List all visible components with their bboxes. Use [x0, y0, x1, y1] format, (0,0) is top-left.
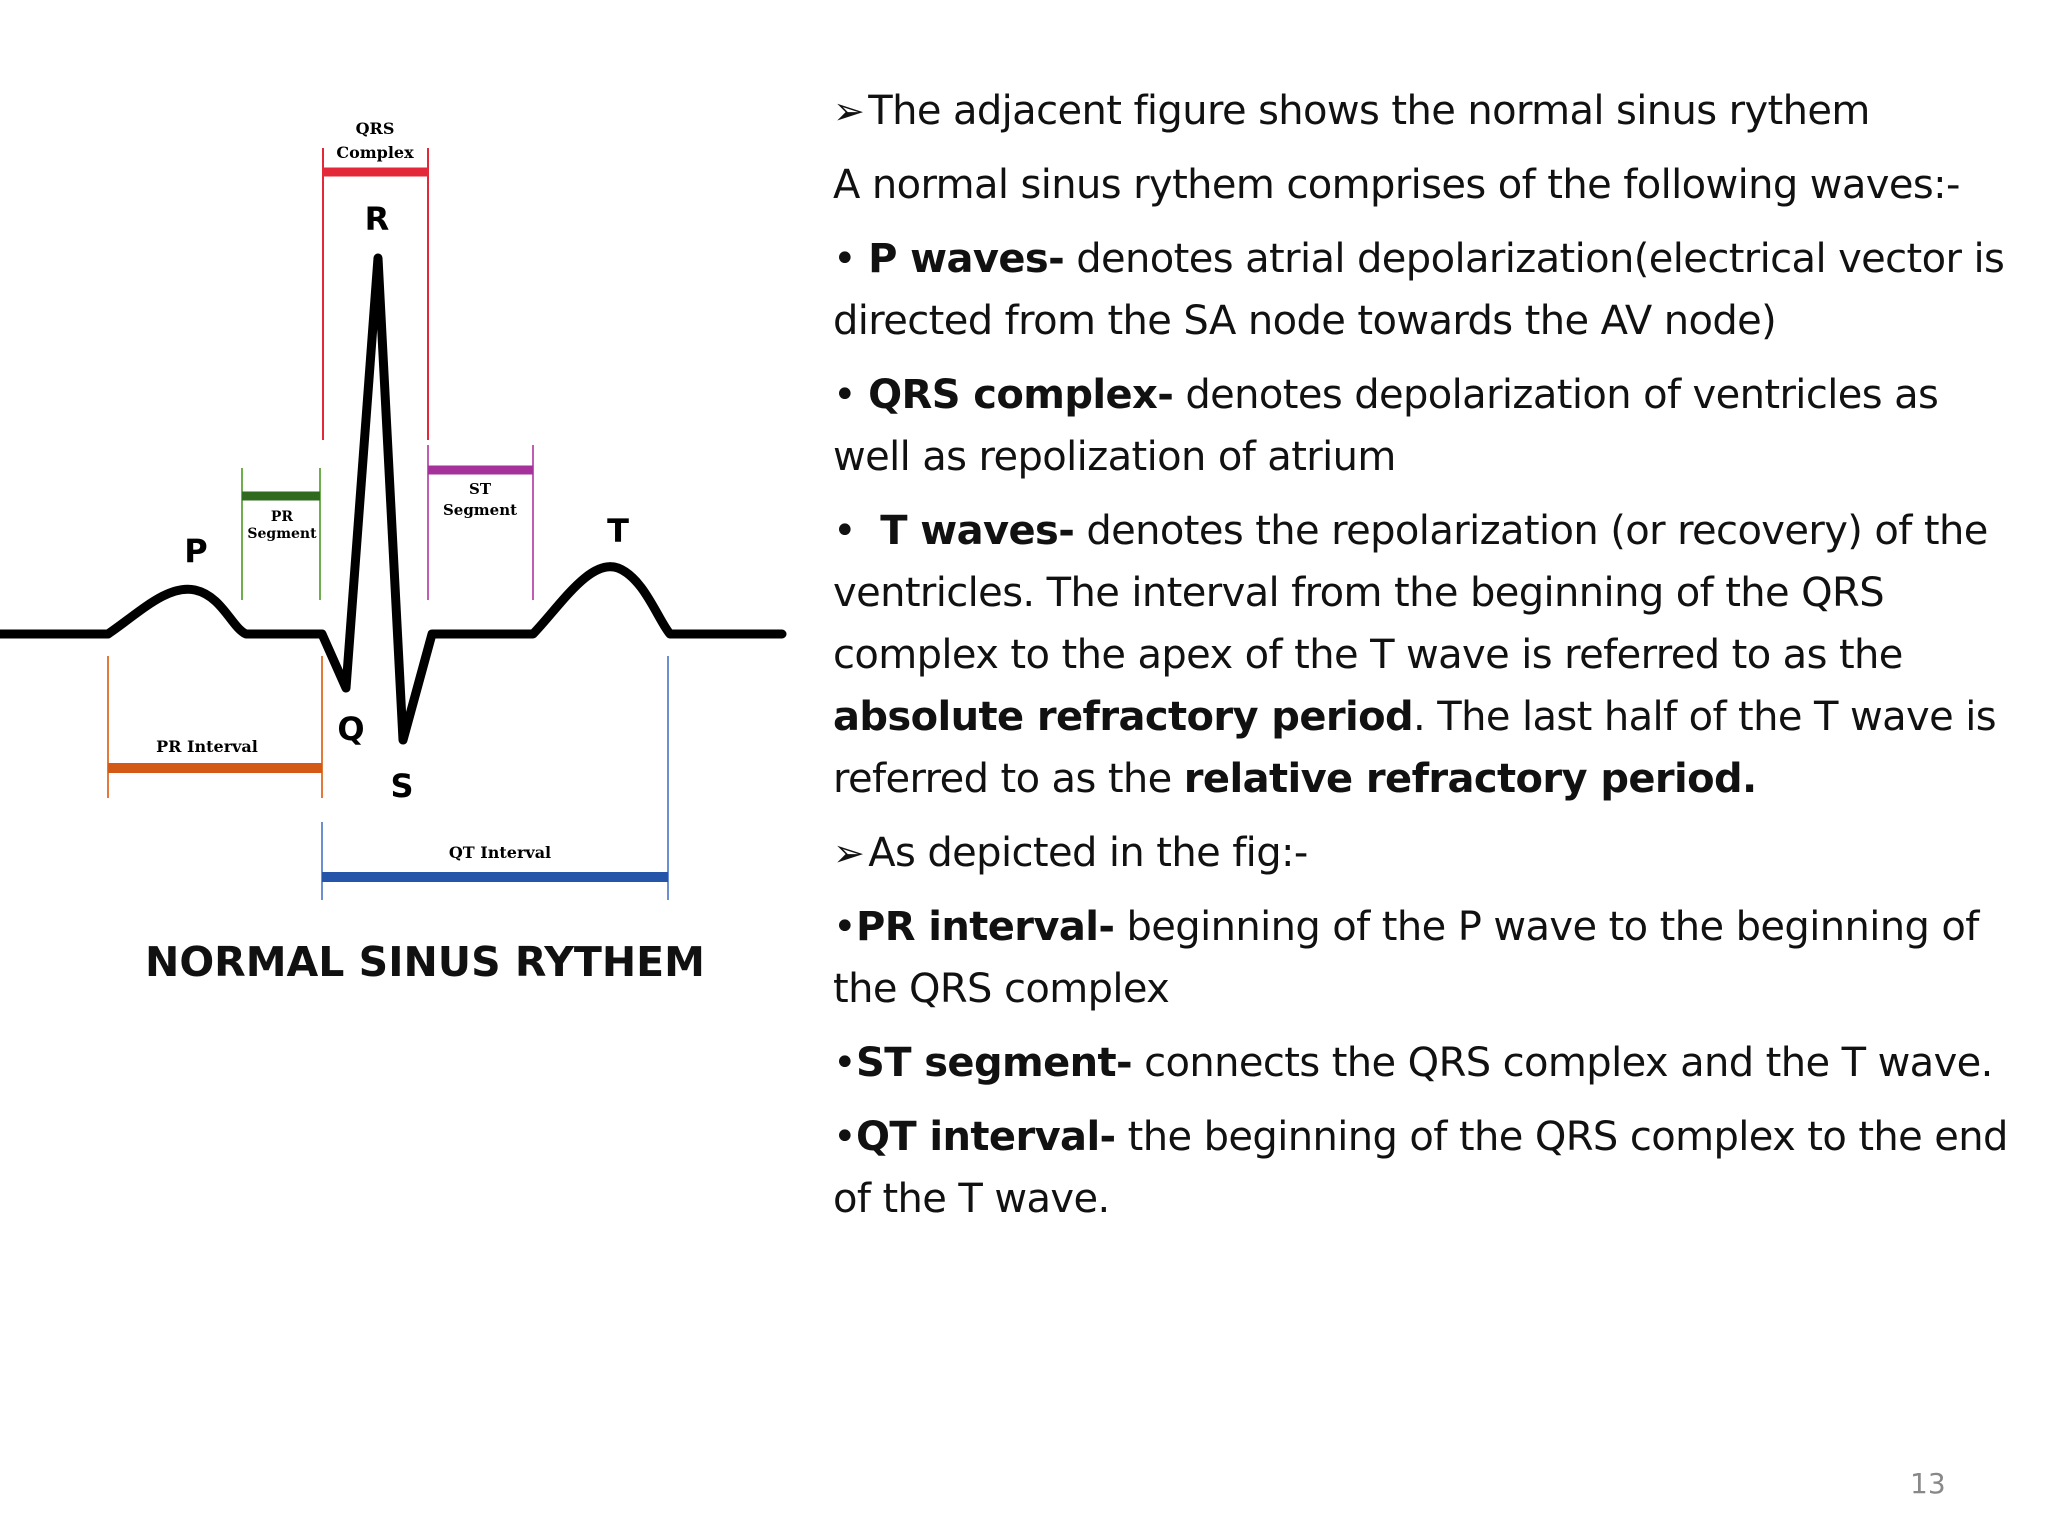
- t-waves-desc-2: . The last half of the T wave is referred to as the: [833, 694, 1996, 802]
- st-segment-label-line1: ST: [469, 480, 491, 498]
- qrs-complex-desc: denotes depolarization of ventricles as well as repolization of atrium: [833, 372, 1939, 480]
- depicted-text: As depicted in the fig:-: [868, 830, 1308, 876]
- pr-interval-item: [833, 896, 2013, 1020]
- p-waves-desc: denotes atrial depolarization(electrical vector is directed from the SA node towards the AV node): [833, 236, 2005, 344]
- pr-interval-term: PR interval-: [856, 904, 1115, 950]
- slide-number: 13: [1910, 1467, 1946, 1500]
- st-segment-term: ST segment-: [856, 1040, 1132, 1086]
- bullet-icon: •: [833, 1114, 856, 1160]
- qrs-label-line2: Complex: [336, 143, 414, 162]
- arrow-bullet-icon: ➢: [833, 831, 865, 875]
- qt-interval-label: QT Interval: [448, 843, 552, 862]
- pr-segment-label-line1: PR: [270, 509, 294, 525]
- bullet-icon: •: [833, 1040, 856, 1086]
- text-panel: [833, 80, 2013, 1242]
- wave-label-p: P: [184, 532, 208, 570]
- p-waves-item: [833, 228, 2013, 352]
- qt-interval-item: [833, 1106, 2013, 1230]
- comprises-text: A normal sinus rythem comprises of the following waves:-: [833, 162, 1960, 208]
- intro-text: The adjacent figure shows the normal sinus rythem: [868, 88, 1870, 134]
- absolute-refractory-term: absolute refractory period: [833, 694, 1414, 740]
- qrs-complex-item: [833, 364, 2013, 488]
- pr-interval-desc: beginning of the P wave to the beginning of the QRS complex: [833, 904, 1979, 1012]
- wave-label-t: T: [607, 512, 629, 550]
- qrs-complex-term: QRS complex-: [868, 372, 1174, 418]
- ecg-diagram: [0, 100, 790, 900]
- t-waves-desc-1: denotes the repolarization (or recovery) of the ventricles. The interval from the beginning of the QRS complex to the apex of the T wave is referred to as the: [833, 508, 1988, 678]
- bullet-icon: •: [833, 904, 856, 950]
- relative-refractory-term: relative refractory period.: [1183, 756, 1757, 802]
- bullet-icon: •: [833, 372, 869, 418]
- ecg-trace: [0, 258, 782, 740]
- figure-caption: NORMAL SINUS RYTHEM: [145, 938, 705, 986]
- wave-label-q: Q: [337, 710, 365, 748]
- st-segment-label-line2: Segment: [442, 501, 518, 519]
- arrow-bullet-icon: ➢: [833, 89, 865, 133]
- depicted-paragraph: [833, 822, 2013, 884]
- wave-label-r: R: [364, 200, 390, 238]
- bullet-icon: •: [833, 236, 869, 282]
- qt-interval-term: QT interval-: [856, 1114, 1116, 1160]
- wave-label-s: S: [390, 767, 414, 805]
- st-segment-desc: connects the QRS complex and the T wave.: [1132, 1040, 1993, 1086]
- qrs-label-line1: QRS: [355, 119, 395, 138]
- t-waves-term: T waves-: [880, 508, 1075, 554]
- t-waves-item: [833, 500, 2013, 810]
- qt-interval-desc: the beginning of the QRS complex to the end of the T wave.: [833, 1114, 2008, 1222]
- pr-segment-label-line2: Segment: [247, 526, 317, 542]
- bullet-icon: •: [833, 508, 881, 554]
- intro-paragraph: [833, 80, 2013, 142]
- p-waves-term: P waves-: [868, 236, 1065, 282]
- comprises-paragraph: [833, 154, 2013, 216]
- pr-interval-label: PR Interval: [156, 737, 258, 756]
- st-segment-item: [833, 1032, 2013, 1094]
